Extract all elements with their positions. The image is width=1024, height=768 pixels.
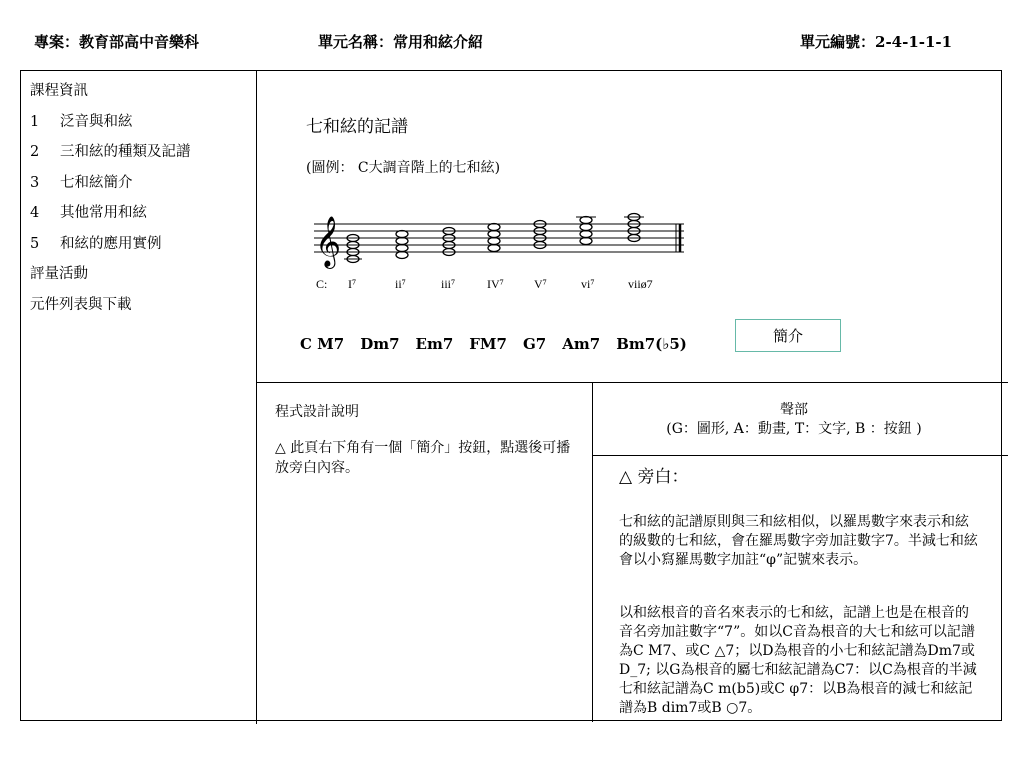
roman-numeral: viiø7 [628, 277, 653, 291]
roman-numeral: vi⁷ [581, 277, 595, 291]
sidebar-item-number: 1 [30, 113, 40, 130]
key-label: C: [316, 277, 328, 291]
narration-paragraph-1: 七和絃的記譜原則與三和絃相似，以羅馬數字來表示和絃的級數的七和絃，會在羅馬數字旁加註數字7。半減七和絃會以小寫羅馬數字加註“φ”記號來表示。 [619, 514, 978, 568]
sidebar-item-assessment[interactable] [30, 259, 191, 290]
voice-legend: (G：圖形, A：動畫, T：文字, B ：按鈕 ) [666, 421, 922, 437]
sidebar-item-label: 三和絃的種類及記譜 [60, 144, 191, 160]
design-notes-title: 程式設計說明 [275, 404, 359, 420]
sidebar-divider [256, 70, 257, 724]
sidebar-item-number: 4 [30, 205, 40, 221]
roman-numeral: V⁷ [534, 277, 547, 291]
sidebar-item-label: 七和絃簡介 [60, 174, 133, 191]
page-title: 七和絃的記譜 [306, 117, 408, 137]
unit-name-label: 單元名稱：常用和絃介紹 [318, 33, 484, 51]
voice-header [594, 401, 994, 439]
sidebar-item-label: 泛音與和絃 [60, 113, 133, 130]
sidebar-nav [30, 76, 191, 320]
voice-header-divider [592, 455, 1008, 456]
sidebar-item-label: 評量活動 [30, 266, 88, 282]
chord-g7 [534, 221, 546, 249]
roman-numeral: I⁷ [348, 277, 357, 291]
sidebar-item-applications[interactable] [30, 229, 191, 260]
chord-cmaj7 [347, 235, 359, 263]
chord-name-row [300, 335, 703, 353]
unit-code-label: 單元編號：2-4-1-1-1 [800, 33, 953, 51]
content-divider [256, 382, 1008, 383]
music-staff [314, 212, 694, 292]
sidebar-item-number: 2 [30, 144, 40, 160]
chord-name: G7 [522, 335, 547, 353]
sidebar-item-course-info[interactable] [30, 76, 191, 107]
chord-name: FM7 [469, 335, 507, 353]
sidebar-item-seventh-chords[interactable] [30, 168, 191, 199]
chord-name: Am7 [562, 335, 601, 353]
sidebar-item-other-chords[interactable] [30, 198, 191, 229]
bottom-divider [592, 382, 593, 722]
chord-bm7b5 [628, 214, 640, 242]
chord-name: C M7 [300, 335, 345, 353]
sidebar-item-triads[interactable] [30, 137, 191, 168]
sidebar-item-label: 和絃的應用實例 [60, 235, 162, 252]
chord-name: Em7 [415, 335, 454, 353]
page-subtitle: (圖例： C大調音階上的七和絃) [306, 160, 501, 176]
sidebar-item-label: 其他常用和絃 [60, 205, 147, 221]
intro-button[interactable]: 簡介 [735, 319, 841, 352]
treble-clef-icon: 𝄞 [315, 216, 342, 267]
chord-name: Bm7(♭5) [616, 335, 687, 353]
roman-numeral: iii⁷ [441, 277, 456, 291]
sidebar-item-label: 課程資訊 [30, 83, 88, 99]
sidebar-item-overtones[interactable] [30, 107, 191, 138]
sidebar-item-label: 元件列表與下載 [30, 296, 132, 313]
sidebar-item-downloads[interactable] [30, 290, 191, 321]
roman-numeral: ii⁷ [395, 277, 406, 291]
project-label: 專案：教育部高中音樂科 [34, 33, 200, 51]
chord-name: Dm7 [360, 335, 400, 353]
sidebar-item-number: 3 [30, 174, 40, 191]
voice-heading: 聲部 [780, 402, 808, 418]
design-notes-text: △ 此頁右下角有一個「簡介」按鈕，點選後可播放旁白內容。 [275, 440, 571, 476]
chord-em7 [443, 228, 455, 256]
narration-title: △ 旁白： [619, 467, 689, 487]
sidebar-item-number: 5 [30, 235, 40, 252]
narration-paragraph-2: 以和絃根音的音名來表示的七和絃，記譜上也是在根音的音名旁加註數字“7”。如以C音為根音的大七和絃可以記譜為C M7、或C △7；以D為根音的小七和絃記譜為Dm7或D_7; 以G為根音的屬七和絃記譜為C7：以C為根音的半減七和絃記譜為C m(b5)或C φ7：以B為根音的減七和絃記譜為B dim7或B ○7。 [619, 605, 977, 716]
roman-numeral: IV⁷ [487, 277, 504, 291]
